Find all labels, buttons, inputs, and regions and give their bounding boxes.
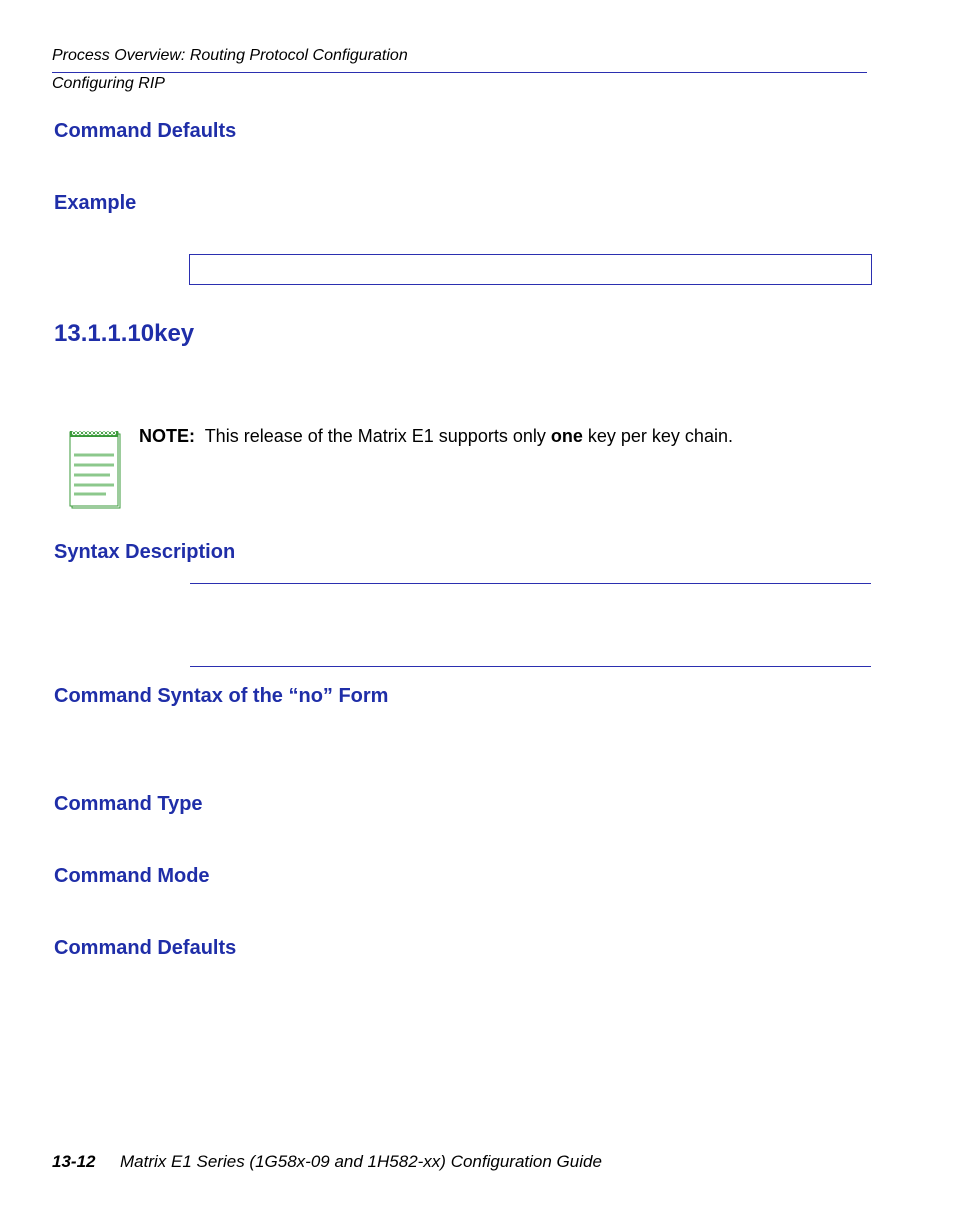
footer-guide-title: Matrix E1 Series (1G58x-09 and 1H582-xx) Configuration Guide bbox=[120, 1152, 602, 1171]
running-header-chapter: Process Overview: Routing Protocol Configuration bbox=[52, 47, 408, 64]
running-header-section: Configuring RIP bbox=[52, 75, 165, 92]
note-text bbox=[139, 426, 733, 447]
example-code-box bbox=[189, 254, 872, 285]
heading-command-mode: Command Mode bbox=[54, 865, 210, 887]
syntax-table-bottom-rule bbox=[190, 666, 871, 667]
heading-command-type: Command Type bbox=[54, 793, 203, 815]
footer-page-number: 13-12 bbox=[52, 1152, 96, 1171]
note-notepad-icon bbox=[68, 428, 124, 510]
heading-command-defaults: Command Defaults bbox=[54, 120, 237, 142]
heading-no-form: Command Syntax of the “no” Form bbox=[54, 685, 389, 707]
syntax-table-top-rule bbox=[190, 583, 871, 584]
heading-key-command: 13.1.1.10key bbox=[54, 320, 195, 347]
note-text-before: This release of the Matrix E1 supports only bbox=[204, 426, 546, 446]
heading-syntax-description: Syntax Description bbox=[54, 541, 236, 563]
header-rule bbox=[52, 72, 867, 73]
heading-example: Example bbox=[54, 192, 137, 214]
note-bold-word: one bbox=[550, 426, 583, 446]
note-label: NOTE: bbox=[139, 426, 195, 446]
heading-command-defaults-2: Command Defaults bbox=[54, 937, 237, 959]
note-text-after: key per key chain. bbox=[587, 426, 733, 446]
